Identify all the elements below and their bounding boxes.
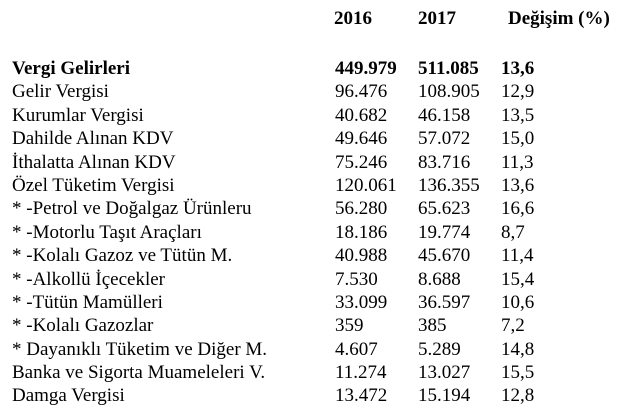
value-2016: 18.186 xyxy=(335,221,388,243)
header-change-percent: Değişim (%) xyxy=(508,8,610,29)
value-2017: 83.716 xyxy=(418,151,471,173)
change-percent: 11,4 xyxy=(501,245,534,267)
row-label: * -Alkollü İçecekler xyxy=(12,268,165,290)
value-2016: 120.061 xyxy=(335,174,397,196)
table-body xyxy=(12,57,622,408)
value-2017: 108.905 xyxy=(418,81,480,103)
value-2017: 57.072 xyxy=(418,128,471,150)
row-label: Banka ve Sigorta Muameleleri V. xyxy=(12,362,266,384)
row-label: * -Tütün Mamülleri xyxy=(12,291,163,313)
change-percent: 15,5 xyxy=(501,362,535,384)
value-2016: 49.646 xyxy=(335,128,388,150)
value-2017: 46.158 xyxy=(418,104,471,126)
value-2017: 36.597 xyxy=(418,291,471,313)
row-label: Dahilde Alınan KDV xyxy=(12,128,174,150)
row-label: Damga Vergisi xyxy=(12,385,125,407)
table-row xyxy=(12,127,622,150)
value-2017: 65.623 xyxy=(418,198,471,220)
change-percent: 15,0 xyxy=(501,128,535,150)
change-percent: 12,9 xyxy=(501,81,535,103)
value-2017: 13.027 xyxy=(418,362,471,384)
table-row xyxy=(12,244,622,267)
value-2017: 136.355 xyxy=(418,174,480,196)
change-percent: 16,6 xyxy=(501,198,535,220)
change-percent: 13,6 xyxy=(501,58,535,79)
header-2016: 2016 xyxy=(334,8,372,29)
value-2016: 40.682 xyxy=(335,104,388,126)
row-label: Özel Tüketim Vergisi xyxy=(12,174,175,196)
value-2017: 45.670 xyxy=(418,245,471,267)
change-percent: 11,3 xyxy=(501,151,534,173)
table-row xyxy=(12,57,622,80)
change-percent: 12,8 xyxy=(501,385,535,407)
value-2016: 56.280 xyxy=(335,198,388,220)
row-label: * Dayanıklı Tüketim ve Diğer M. xyxy=(12,338,268,360)
row-label: * -Kolalı Gazoz ve Tütün M. xyxy=(12,245,233,267)
value-2017: 8.688 xyxy=(418,268,461,290)
change-percent: 13,6 xyxy=(501,174,535,196)
row-label: İthalatta Alınan KDV xyxy=(12,151,176,173)
value-2016: 359 xyxy=(335,315,364,337)
table-row xyxy=(12,268,622,291)
row-label: Vergi Gelirleri xyxy=(12,58,130,79)
row-label: Gelir Vergisi xyxy=(12,81,109,103)
value-2017: 19.774 xyxy=(418,221,471,243)
table-row xyxy=(12,151,622,174)
value-2016: 7.530 xyxy=(335,268,378,290)
row-label: * -Motorlu Taşıt Araçları xyxy=(12,221,202,243)
change-percent: 15,4 xyxy=(501,268,535,290)
value-2016: 75.246 xyxy=(335,151,388,173)
row-label: Kurumlar Vergisi xyxy=(12,104,144,126)
value-2017: 511.085 xyxy=(418,58,479,79)
value-2016: 11.274 xyxy=(335,362,387,384)
change-percent: 13,5 xyxy=(501,104,535,126)
table-row xyxy=(12,104,622,127)
table-row xyxy=(12,384,622,407)
table-row xyxy=(12,174,622,197)
value-2016: 449.979 xyxy=(335,58,397,79)
change-percent: 8,7 xyxy=(501,221,525,243)
value-2017: 15.194 xyxy=(418,385,471,407)
change-percent: 7,2 xyxy=(501,315,525,337)
row-label: * -Kolalı Gazozlar xyxy=(12,315,154,337)
table-row xyxy=(12,314,622,337)
table-row xyxy=(12,361,622,384)
header-2017: 2017 xyxy=(418,8,456,29)
value-2017: 385 xyxy=(418,315,447,337)
table-row xyxy=(12,80,622,103)
table-row xyxy=(12,221,622,244)
table-row xyxy=(12,291,622,314)
value-2017: 5.289 xyxy=(418,338,461,360)
table-row xyxy=(12,197,622,220)
change-percent: 10,6 xyxy=(501,291,535,313)
change-percent: 14,8 xyxy=(501,338,535,360)
table-row xyxy=(12,338,622,361)
value-2016: 33.099 xyxy=(335,291,388,313)
value-2016: 40.988 xyxy=(335,245,388,267)
value-2016: 4.607 xyxy=(335,338,378,360)
value-2016: 13.472 xyxy=(335,385,388,407)
value-2016: 96.476 xyxy=(335,81,388,103)
row-label: * -Petrol ve Doğalgaz Ürünleru xyxy=(12,198,252,220)
